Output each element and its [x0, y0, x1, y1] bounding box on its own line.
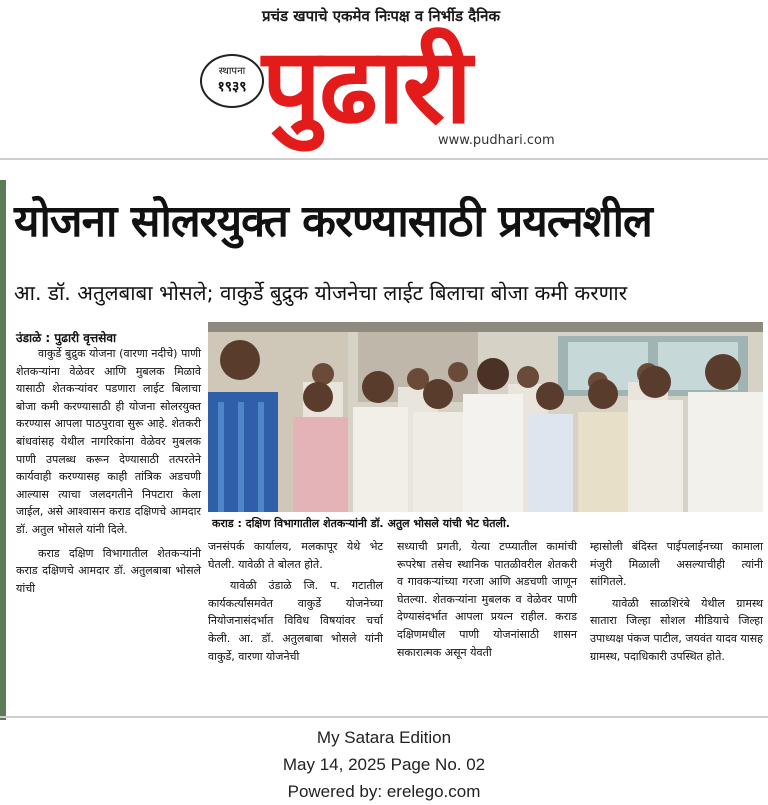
- established-year: १९३९: [217, 79, 247, 95]
- article-paragraph: जनसंपर्क कार्यालय, मलकापूर येथे भेट घेतली. यावेळी ते बोलत होते.: [208, 540, 383, 571]
- edition-date-page: May 14, 2025 Page No. 02: [282, 755, 486, 774]
- masthead-divider: [0, 158, 768, 160]
- article-paragraph: म्हासोली बंदिस्त पाईपलाईनच्या कामाला मंजुरी मिळाली असल्याचीही त्यांनी सांगितले.: [590, 540, 763, 589]
- news-photo: [208, 322, 763, 512]
- article-subheadline: आ. डॉ. अतुलबाबा भोसले; वाकुर्डे बुद्रुक योजनेचा लाईट बिलाचा बोजा कमी करणार: [14, 281, 628, 305]
- masthead: [0, 0, 768, 160]
- article-column-2: [208, 538, 383, 665]
- established-label: स्थापना: [218, 66, 246, 77]
- group-photo-illustration: [208, 322, 763, 512]
- masthead-tagline: प्रचंड खपाचे एकमेव निःपक्ष व निर्भीड दैनिक: [262, 7, 500, 25]
- article-column-1: [16, 345, 201, 603]
- newspaper-logo: पुढारी: [262, 25, 471, 147]
- article-paragraph: यावेळी उंडाळे जि. प. गटातील कार्यकर्त्यांसमवेत वाकुर्डे योजनेच्या नियोजनासंदर्भात विविध विषयांवर चर्चा केली. आ. डॉ. अतुलबाबा भोसले यांनी वाकुर्डे, वारणा योजनेची: [208, 579, 383, 663]
- edition-footer: [0, 724, 768, 805]
- article-headline: योजना सोलरयुक्त करण्यासाठी प्रयत्नशील: [14, 196, 652, 247]
- article-paragraph: सध्याची प्रगती, येत्या टप्प्यातील कामांची रूपरेषा तसेच स्थानिक पातळीवरील शेतकरी व गावकऱ्यांच्या गरजा आणि अडचणी जाणून घेतल्या. शेतकऱ्यांना मुबलक व वेळेवर पाणी देण्यासंदर्भात आपला प्रयत्न राहील. कराड दक्षिणमधील पाणी योजनांसाठी शासन सकारात्मक असून येवती: [397, 540, 577, 659]
- article-paragraph: यावेळी साळशिरंबे येथील ग्रामस्थ सातारा जिल्हा सोशल मीडियाचे जिल्हा उपाध्यक्ष पंकज पाटील, जयवंत यादव यासह ग्रामस्थ, पदाधिकारी उपस्थित होते.: [590, 596, 763, 663]
- powered-by-link[interactable]: Powered by: erelego.com: [287, 782, 481, 801]
- article-paragraph: कराड दक्षिण विभागातील शेतकऱ्यांनी कराड दक्षिणचे आमदार डॉ. अतुलबाबा भोसले यांची: [16, 546, 201, 595]
- article-byline: उंडाळे : पुढारी वृत्तसेवा: [16, 331, 117, 345]
- edition-name: My Satara Edition: [316, 728, 452, 747]
- website-url[interactable]: www.pudhari.com: [438, 133, 555, 148]
- article-column-3: [397, 538, 577, 661]
- photo-caption: कराड : दक्षिण विभागातील शेतकऱ्यांनी डॉ. अतुल भोसले यांची भेट घेतली.: [212, 517, 510, 530]
- article-paragraph: वाकुर्डे बुद्रुक योजना (वारणा नदीचे) पाणी शेतकऱ्यांना वेळेवर आणि मुबलक मिळावे यासाठी शेतकऱ्यांवर पडणारा लाईट बिलाचा बोजा कमी करण्यासाठी ही योजना सोलरयुक्त करण्यास आपला पाठपुरावा सुरू आहे. शेतकरी बांधवांसह येथील नागरिकांना वेळेवर मुबलक पाणी उपलब्ध करून देण्यासाठी तत्परतेने कार्यवाही करण्यासह काही तांत्रिक अडचणी आल्यास त्याचा जलदगतीने निपटारा केला जाईल, असे आश्वासन कराड दक्षिणचे आमदार डॉ. अतुल भोसले यांनी दिले.: [16, 347, 201, 536]
- clip-edge: [0, 180, 6, 720]
- footer-divider: [0, 716, 768, 718]
- established-badge: [200, 54, 264, 108]
- article-column-4: [590, 538, 763, 665]
